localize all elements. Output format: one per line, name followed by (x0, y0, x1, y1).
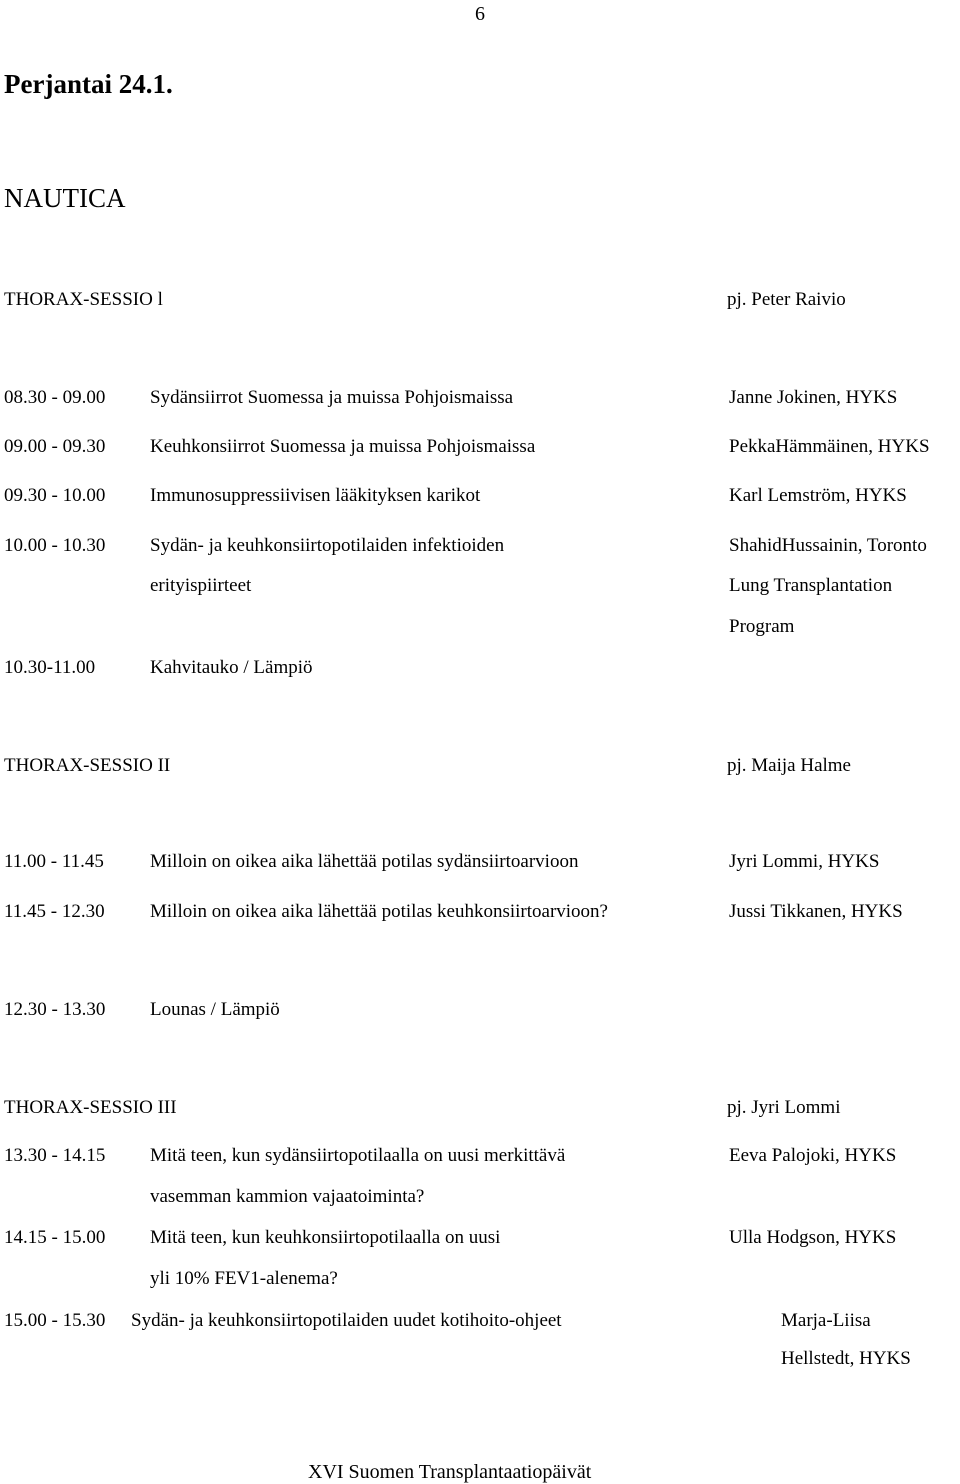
row-topic: Lounas / Lämpiö (150, 999, 280, 1020)
row-time: 10.00 - 10.30 (4, 535, 106, 556)
venue-heading: NAUTICA (4, 183, 126, 213)
row-time: 15.00 - 15.30 (4, 1310, 106, 1331)
page-number: 6 (475, 3, 485, 25)
row-speaker-line3: Program (729, 616, 795, 637)
footer-text: XVI Suomen Transplantaatiopäivät (308, 1461, 592, 1483)
row-time: 14.15 - 15.00 (4, 1227, 106, 1248)
row-topic: Milloin on oikea aika lähettää potilas keuhkonsiirtoarvioon? (150, 901, 608, 922)
row-topic: Milloin on oikea aika lähettää potilas sydänsiirtoarvioon (150, 851, 579, 872)
row-speaker-line2: Lung Transplantation (729, 575, 893, 596)
row-time: 11.45 - 12.30 (4, 901, 105, 922)
day-heading: Perjantai 24.1. (4, 69, 173, 99)
row-topic: Sydänsiirrot Suomessa ja muissa Pohjoismaissa (150, 387, 514, 408)
row-speaker: Ulla Hodgson, HYKS (729, 1227, 897, 1248)
row-time: 12.30 - 13.30 (4, 999, 106, 1020)
row-speaker-line1: ShahidHussainin, Toronto (729, 535, 927, 556)
row-topic: Immunosuppressiivisen lääkityksen karikot (150, 485, 481, 506)
row-time: 10.30-11.00 (4, 657, 96, 678)
row-time: 09.30 - 10.00 (4, 485, 106, 506)
row-topic-line2: yli 10% FEV1-alenema? (150, 1268, 338, 1289)
session-chair: pj. Maija Halme (727, 755, 851, 776)
session-title: THORAX-SESSIO l (4, 289, 163, 310)
session-title: THORAX-SESSIO III (4, 1097, 177, 1118)
row-topic: Sydän- ja keuhkonsiirtopotilaiden uudet kotihoito-ohjeet (131, 1310, 562, 1331)
row-topic-line2: vasemman kammion vajaatoiminta? (150, 1186, 425, 1207)
row-speaker-line1: Marja-Liisa (781, 1310, 871, 1331)
row-speaker: Jussi Tikkanen, HYKS (729, 901, 903, 922)
row-speaker: PekkaHämmäinen, HYKS (729, 436, 930, 457)
row-topic-line2: erityispiirteet (150, 575, 252, 596)
row-speaker: Eeva Palojoki, HYKS (729, 1145, 897, 1166)
row-time: 13.30 - 14.15 (4, 1145, 106, 1166)
session-chair: pj. Peter Raivio (727, 289, 846, 310)
row-speaker: Jyri Lommi, HYKS (729, 851, 880, 872)
row-topic-line1: Mitä teen, kun keuhkonsiirtopotilaalla on uusi (150, 1227, 501, 1248)
row-time: 09.00 - 09.30 (4, 436, 106, 457)
row-time: 11.00 - 11.45 (4, 851, 104, 872)
row-topic: Kahvitauko / Lämpiö (150, 657, 313, 678)
row-speaker-line2: Hellstedt, HYKS (781, 1348, 911, 1369)
session-chair: pj. Jyri Lommi (727, 1097, 841, 1118)
row-speaker: Janne Jokinen, HYKS (729, 387, 898, 408)
row-topic: Keuhkonsiirrot Suomessa ja muissa Pohjoismaissa (150, 436, 536, 457)
row-topic-line1: Mitä teen, kun sydänsiirtopotilaalla on uusi merkittävä (150, 1145, 566, 1166)
session-title: THORAX-SESSIO II (4, 755, 171, 776)
row-time: 08.30 - 09.00 (4, 387, 106, 408)
row-speaker: Karl Lemström, HYKS (729, 485, 907, 506)
row-topic-line1: Sydän- ja keuhkonsiirtopotilaiden infektioiden (150, 535, 505, 556)
